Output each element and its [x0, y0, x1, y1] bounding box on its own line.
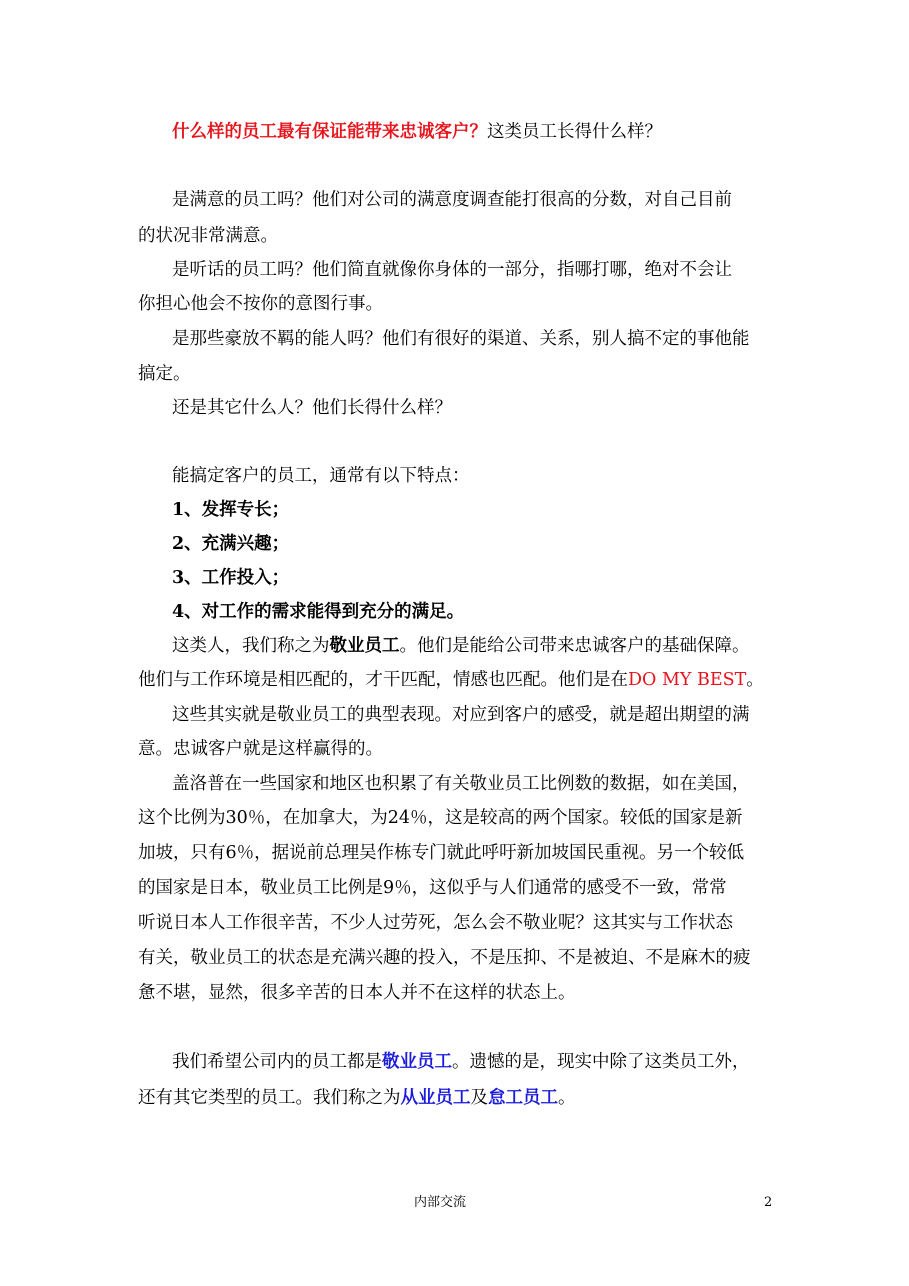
trait-item: 2、充满兴趣；	[172, 534, 290, 554]
para8-text: 我们希望公司内的员工都是	[172, 1052, 382, 1072]
para5-line2	[138, 668, 764, 692]
para3-line2: 搞定。	[138, 364, 191, 384]
para8-line2	[138, 1086, 576, 1110]
para3-line1: 是那些豪放不羁的能人吗？他们有很好的渠道、关系，别人搞不定的事他能	[172, 329, 750, 349]
para2-line2: 你担心他会不按你的意图行事。	[138, 294, 383, 314]
heading-question: 什么样的员工最有保证能带来忠诚客户？	[172, 122, 487, 142]
para8-text: 。遗憾的是，现实中除了这类员工外，	[452, 1052, 750, 1072]
trait-item: 1、发挥专长；	[172, 500, 290, 520]
page-number: 2	[764, 1195, 773, 1210]
trait-item: 4、对工作的需求能得到充分的满足。	[172, 602, 465, 622]
para5-text: 。他们是能给公司带来忠诚客户的基础保障。	[399, 636, 750, 656]
para8-text: 及	[470, 1088, 488, 1108]
traits-intro: 能搞定客户的员工，通常有以下特点：	[172, 466, 470, 486]
para6-line1: 这些其实就是敬业员工的典型表现。对应到客户的感受，就是超出期望的满	[172, 705, 750, 725]
do-my-best-phrase: DO MY BEST	[628, 670, 747, 690]
para5-line1	[172, 634, 750, 658]
para8-text: 。	[558, 1088, 576, 1108]
para7-line: 的国家是日本，敬业员工比例是9％，这似乎与人们通常的感受不一致，常常	[138, 878, 727, 898]
para7-line: 这个比例为30％，在加拿大，为24％，这是较高的两个国家。较低的国家是新	[138, 808, 743, 828]
para7-line: 有关，敬业员工的状态是充满兴趣的投入，不是压抑、不是被迫、不是麻木的疲	[138, 948, 751, 968]
heading-line	[172, 120, 662, 144]
para5-text: 。	[746, 670, 764, 690]
heading-rest: 这类员工长得什么样？	[487, 122, 662, 142]
employed-employee-term: 从业员工	[400, 1088, 471, 1108]
engaged-employee-term: 敬业员工	[382, 1052, 452, 1072]
trait-item: 3、工作投入；	[172, 568, 290, 588]
para7-line: 盖洛普在一些国家和地区也积累了有关敬业员工比例数的数据，如在美国，	[172, 774, 750, 794]
para1-line1: 是满意的员工吗？他们对公司的满意度调查能打很高的分数，对自己目前	[172, 190, 732, 210]
para8-line1	[172, 1050, 750, 1074]
para5-text: 这类人，我们称之为	[172, 636, 330, 656]
para7-line: 加坡，只有6％，据说前总理吴作栋专门就此呼吁新加坡国民重视。另一个较低	[138, 843, 745, 863]
para4-line: 还是其它什么人？他们长得什么样？	[172, 398, 452, 418]
para5-text: 他们与工作环境是相匹配的，才干匹配，情感也匹配。他们是在	[138, 670, 628, 690]
para8-text: 还有其它类型的员工。我们称之为	[138, 1088, 401, 1108]
slacking-employee-term: 怠工员工	[488, 1088, 558, 1108]
para2-line1: 是听话的员工吗？他们简直就像你身体的一部分，指哪打哪，绝对不会让	[172, 260, 732, 280]
para1-line2: 的状况非常满意。	[138, 226, 278, 246]
para6-line2: 意。忠诚客户就是这样赢得的。	[138, 739, 383, 759]
footer-label: 内部交流	[414, 1195, 467, 1210]
engaged-employee-term: 敬业员工	[329, 636, 400, 656]
para7-line: 听说日本人工作很辛苦，不少人过劳死，怎么会不敬业呢？这其实与工作状态	[138, 913, 733, 933]
para7-line: 惫不堪，显然，很多辛苦的日本人并不在这样的状态上。	[138, 983, 576, 1003]
